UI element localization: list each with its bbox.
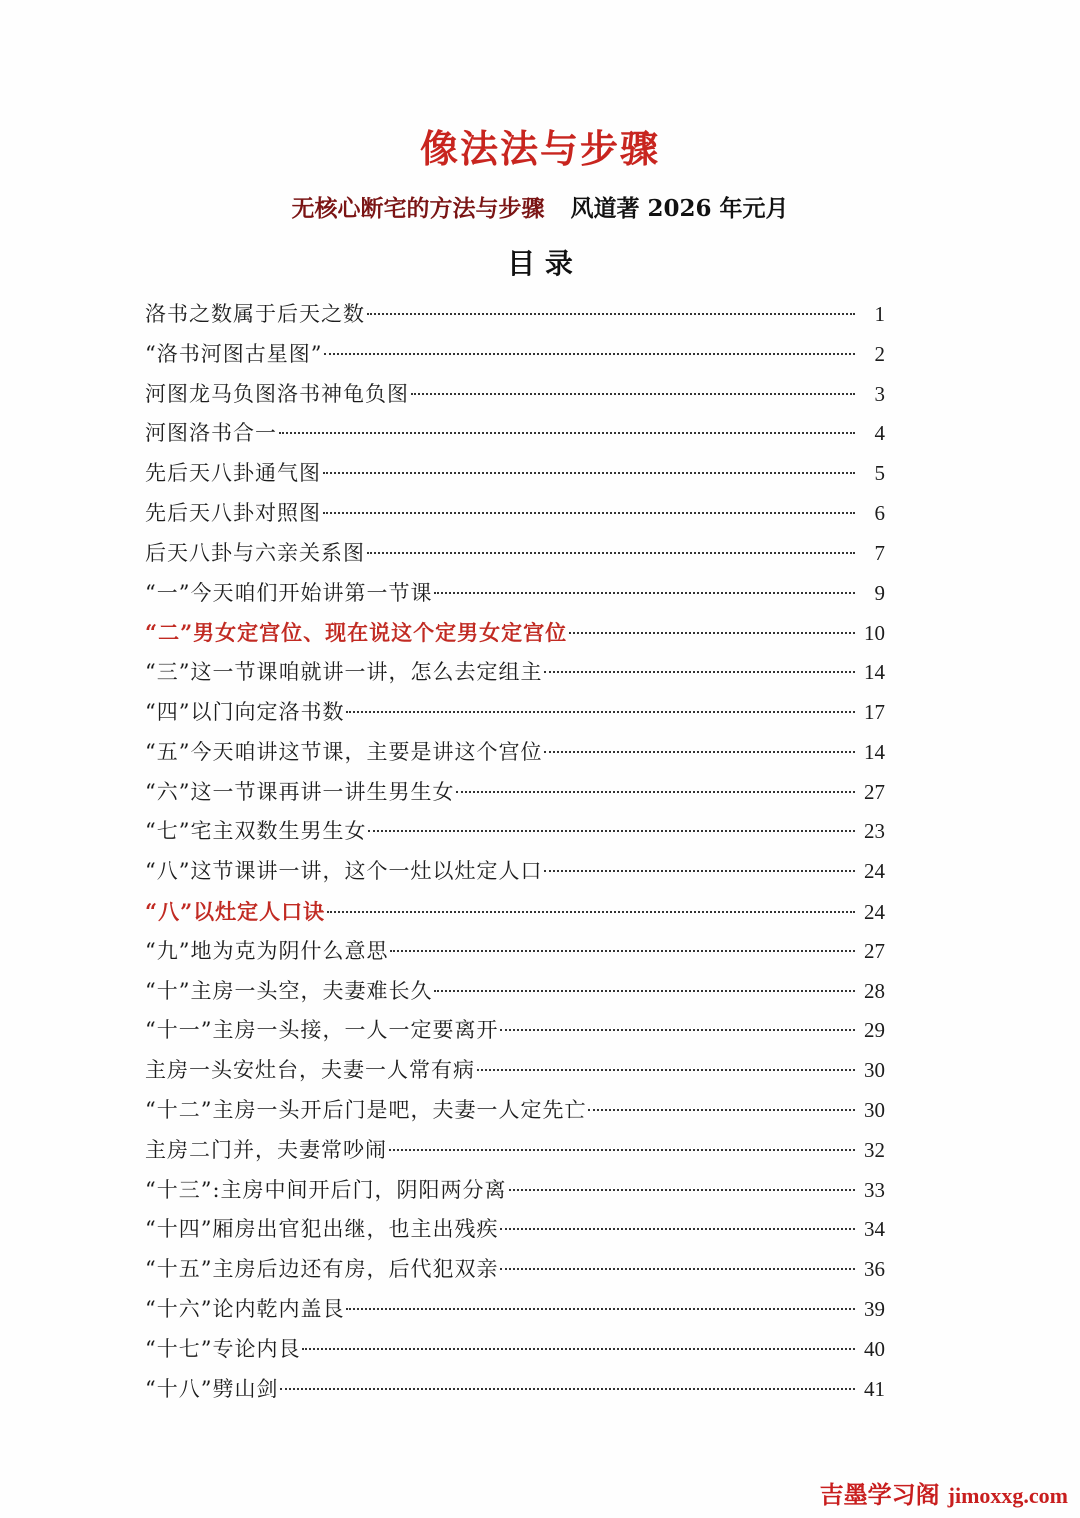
toc-dot-leader: [390, 950, 855, 952]
toc-entry-page: 5: [874, 461, 885, 486]
toc-dot-leader: [434, 990, 855, 992]
toc-entry: [145, 1210, 885, 1250]
toc-dot-leader: [500, 1268, 855, 1270]
toc-dot-leader: [302, 1348, 855, 1350]
toc-entry-title: “八”这节课讲一讲，这个一灶以灶定人口: [145, 859, 543, 884]
toc-entry-page: 6: [874, 500, 885, 525]
toc-dot-leader: [500, 1228, 855, 1230]
toc-dot-leader: [569, 632, 855, 634]
toc-entry-page: 17: [864, 699, 885, 724]
toc-entry-title: “十四”厢房出官犯出继，也主出残疾: [145, 1217, 499, 1242]
toc-entry-title: 先后天八卦通气图: [145, 461, 321, 486]
toc-entry: [145, 812, 885, 852]
toc-entry-title: “二”男女定宫位、现在说这个定男女定宫位: [145, 620, 568, 646]
toc-entry-page: 29: [864, 1018, 885, 1043]
toc-dot-leader: [411, 393, 855, 395]
toc-dot-leader: [434, 592, 855, 594]
toc-entry-page: 30: [864, 1058, 885, 1083]
toc-entry-title: “七”宅主双数生男生女: [145, 819, 367, 844]
toc-dot-leader: [456, 791, 855, 793]
toc-entry-title: “八”以灶定人口诀: [145, 898, 326, 924]
toc-entry: [145, 1250, 885, 1290]
toc-entry-page: 2: [874, 341, 885, 366]
toc-dot-leader: [367, 313, 855, 315]
toc-entry-page: 30: [864, 1097, 885, 1122]
toc-entry-title: “三”这一节课咱就讲一讲，怎么去定组主: [145, 660, 543, 685]
toc-entry: [145, 1370, 885, 1410]
document-subtitle: [0, 190, 1080, 223]
toc-entry-page: 24: [864, 899, 885, 924]
toc-entry-page: 4: [874, 421, 885, 446]
toc-dot-leader: [279, 432, 855, 434]
toc-entry-title: “一”今天咱们开始讲第一节课: [145, 580, 433, 605]
toc-entry: [145, 1091, 885, 1131]
toc-entry-page: 10: [864, 621, 885, 646]
toc-entry-title: 主房二门并，夫妻常吵闹: [145, 1137, 387, 1162]
toc-entry-title: “十三”:主房中间开后门，阴阳两分离: [145, 1177, 507, 1202]
toc-entry-page: 39: [864, 1296, 885, 1321]
toc-entry: [145, 1051, 885, 1091]
toc-entry: [145, 693, 885, 733]
toc-entry: [145, 454, 885, 494]
toc-entry: [145, 1011, 885, 1051]
toc-entry-page: 14: [864, 660, 885, 685]
toc-dot-leader: [477, 1069, 855, 1071]
watermark-text: 吉墨学习阁: [819, 1480, 940, 1509]
toc-dot-leader: [544, 870, 855, 872]
toc-entry-page: 27: [864, 779, 885, 804]
toc-entry-title: “十一”主房一头接，一人一定要离开: [145, 1018, 499, 1043]
toc-entry-page: 34: [864, 1217, 885, 1242]
subtitle-right: 风道著 2026 年元月: [570, 195, 789, 222]
table-of-contents: [145, 295, 885, 1409]
toc-entry-title: “十五”主房后边还有房，后代犯双亲: [145, 1257, 499, 1282]
toc-entry-title: 先后天八卦对照图: [145, 500, 321, 525]
toc-dot-leader: [509, 1189, 855, 1191]
watermark-url: jimoxxg.com: [947, 1483, 1068, 1508]
document-title: 像法法与步骤: [419, 126, 660, 171]
toc-entry-page: 40: [864, 1336, 885, 1361]
toc-dot-leader: [544, 671, 855, 673]
toc-dot-leader: [346, 711, 855, 713]
toc-dot-leader: [323, 472, 855, 474]
toc-entry: [145, 574, 885, 614]
toc-heading: 目 录: [507, 247, 573, 280]
toc-dot-leader: [500, 1029, 855, 1031]
toc-entry: [145, 414, 885, 454]
toc-entry-title: “十八”劈山剑: [145, 1376, 279, 1401]
toc-entry-page: 32: [864, 1137, 885, 1162]
toc-entry: [145, 1131, 885, 1171]
toc-entry: [145, 892, 885, 932]
toc-entry-page: 24: [864, 859, 885, 884]
toc-entry: [145, 295, 885, 335]
toc-entry: [145, 932, 885, 972]
toc-entry-title: 河图龙马负图洛书神龟负图: [145, 381, 409, 406]
toc-entry-page: 1: [874, 302, 885, 326]
toc-dot-leader: [389, 1149, 855, 1151]
toc-entry-title: “十七”专论内艮: [145, 1336, 301, 1361]
toc-entry-title: 后天八卦与六亲关系图: [145, 540, 365, 565]
toc-entry-title: “十六”论内乾内盖艮: [145, 1296, 345, 1321]
toc-entry: [145, 773, 885, 813]
toc-entry: [145, 972, 885, 1012]
toc-entry-page: 41: [864, 1376, 885, 1401]
toc-entry-page: 23: [864, 819, 885, 844]
toc-entry: [145, 534, 885, 574]
toc-entry: [145, 613, 885, 653]
toc-entry-title: “四”以门向定洛书数: [145, 699, 345, 724]
toc-entry: [145, 335, 885, 375]
toc-entry-title: “九”地为克为阴什么意思: [145, 938, 389, 963]
toc-entry-page: 27: [864, 938, 885, 963]
subtitle-left: 无核心断宅的方法与步骤: [291, 195, 545, 222]
toc-entry-page: 9: [874, 580, 885, 605]
toc-entry-title: “五”今天咱讲这节课，主要是讲这个宫位: [145, 739, 543, 764]
toc-dot-leader: [544, 751, 855, 753]
toc-dot-leader: [367, 552, 855, 554]
toc-entry-title: 洛书之数属于后天之数: [145, 302, 365, 326]
toc-entry-page: 36: [864, 1257, 885, 1282]
toc-entry-page: 28: [864, 978, 885, 1003]
toc-entry-title: “洛书河图古星图”: [145, 341, 323, 366]
toc-dot-leader: [588, 1109, 855, 1111]
toc-entry: [145, 653, 885, 693]
toc-dot-leader: [323, 512, 855, 514]
toc-entry-title: “十”主房一头空，夫妻难长久: [145, 978, 433, 1003]
toc-entry: [145, 375, 885, 415]
toc-entry: [145, 1171, 885, 1211]
toc-dot-leader: [368, 830, 855, 832]
toc-entry: [145, 494, 885, 534]
toc-entry-title: 主房一头安灶台，夫妻一人常有病: [145, 1058, 475, 1083]
toc-entry-page: 3: [874, 381, 885, 406]
toc-entry-title: “六”这一节课再讲一讲生男生女: [145, 779, 455, 804]
toc-entry: [145, 1290, 885, 1330]
toc-entry: [145, 852, 885, 892]
toc-dot-leader: [346, 1308, 855, 1310]
toc-entry-page: 7: [874, 540, 885, 565]
toc-entry-title: “十二”主房一头开后门是吧，夫妻一人定先亡: [145, 1097, 587, 1122]
watermark: [820, 1475, 1068, 1510]
toc-entry-title: 河图洛书合一: [145, 421, 277, 446]
toc-entry-page: 14: [864, 739, 885, 764]
toc-entry: [145, 733, 885, 773]
toc-entry-page: 33: [864, 1177, 885, 1202]
toc-dot-leader: [327, 911, 855, 913]
toc-dot-leader: [280, 1388, 855, 1390]
toc-dot-leader: [324, 353, 855, 355]
toc-entry: [145, 1330, 885, 1370]
